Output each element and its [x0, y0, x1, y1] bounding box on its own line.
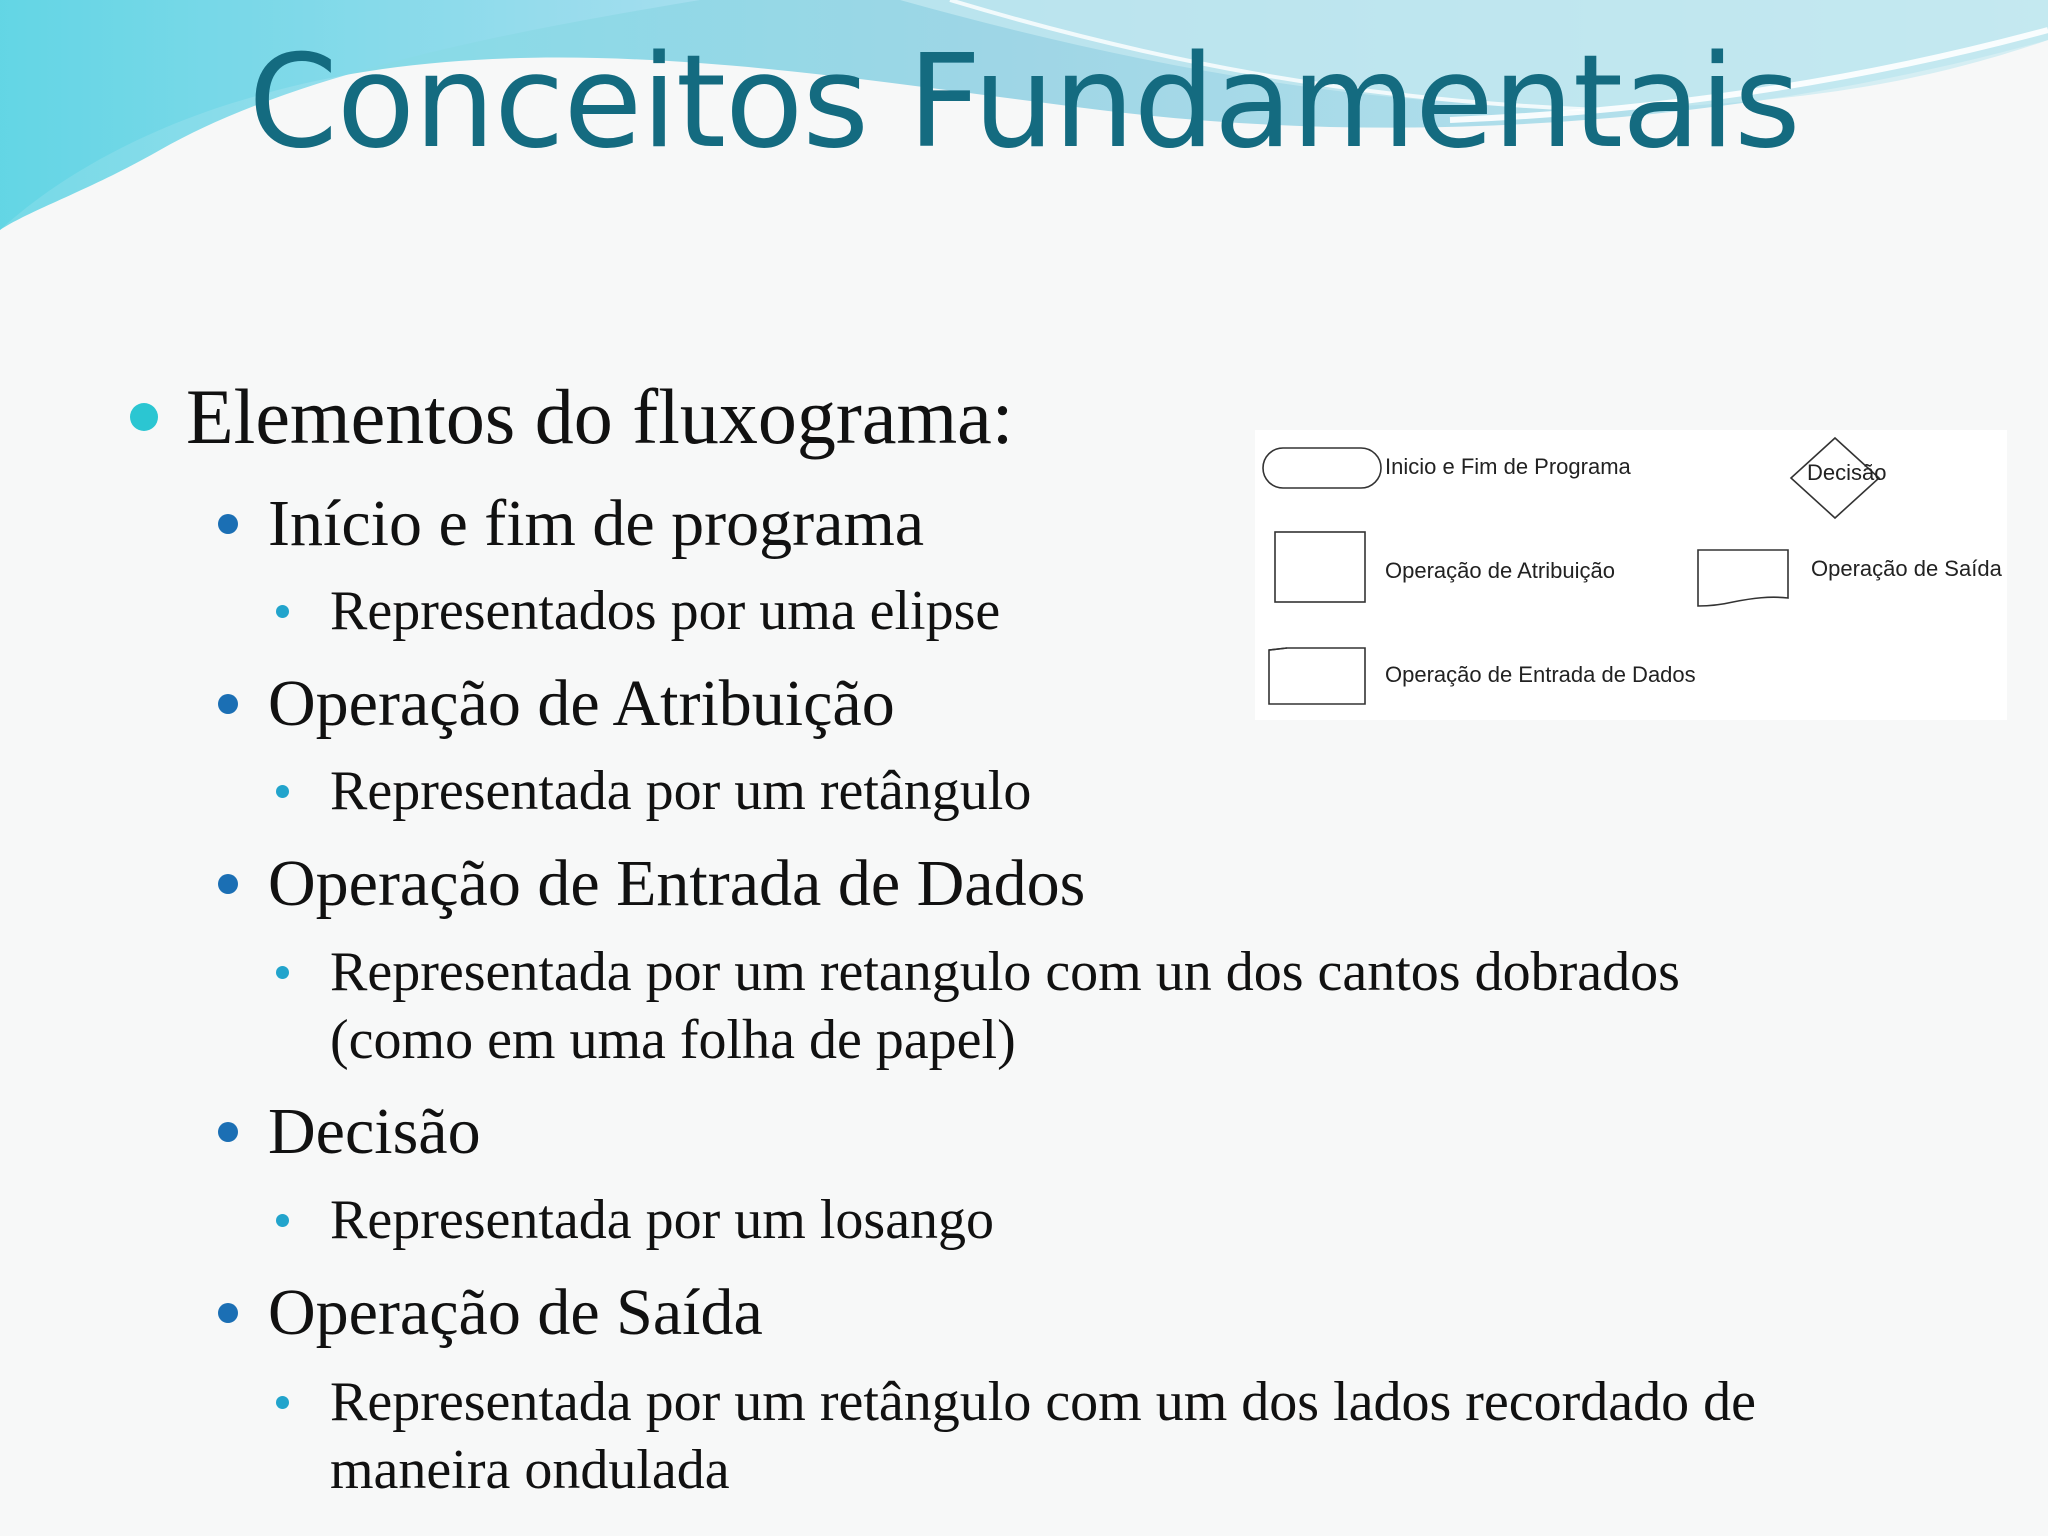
bullet-dot	[276, 966, 289, 979]
item-entrada-dados-detail-1: Representada por um retangulo com un dos cantos dobrados	[330, 941, 1680, 1003]
item-inicio-fim-detail: Representados por uma elipse	[330, 580, 1001, 642]
legend-label-decision: Decisão	[1807, 460, 1887, 485]
legend-label-input: Operação de Entrada de Dados	[1385, 662, 1696, 687]
item-decisao: Decisão	[268, 1095, 481, 1168]
bullet-dot	[218, 514, 238, 534]
bullet-dot	[276, 605, 289, 618]
bullet-dot	[218, 1303, 238, 1323]
item-saida: Operação de Saída	[268, 1276, 763, 1349]
bullet-dot	[218, 694, 238, 714]
slide-title: Conceitos Fundamentais	[248, 28, 1800, 177]
item-entrada-dados: Operação de Entrada de Dados	[268, 847, 1086, 920]
item-saida-detail-2: maneira ondulada	[330, 1439, 730, 1501]
item-saida-detail-1: Representada por um retângulo com um dos lados recordado de	[330, 1371, 1757, 1433]
item-atribuicao: Operação de Atribuição	[268, 667, 895, 740]
bullet-dot	[218, 874, 238, 894]
legend-label-start-end: Inicio e Fim de Programa	[1385, 454, 1631, 479]
bullet-dot	[276, 785, 289, 798]
bullet-dot	[130, 403, 158, 431]
heading-elementos: Elementos do fluxograma:	[186, 373, 1014, 460]
item-atribuicao-detail: Representada por um retângulo	[330, 760, 1032, 822]
legend-label-assignment: Operação de Atribuição	[1385, 558, 1615, 583]
item-decisao-detail: Representada por um losango	[330, 1189, 995, 1251]
legend-label-output: Operação de Saída	[1811, 556, 2002, 581]
terminator-shape	[1263, 448, 1381, 488]
bullet-dot	[276, 1396, 289, 1409]
document-output-shape	[1698, 550, 1788, 606]
flowchart-legend-figure	[1255, 430, 2007, 720]
process-shape	[1275, 532, 1365, 602]
bullet-dot	[276, 1214, 289, 1227]
manual-input-shape	[1269, 648, 1365, 704]
item-inicio-fim: Início e fim de programa	[268, 487, 925, 560]
item-entrada-dados-detail-2: (como em uma folha de papel)	[330, 1009, 1016, 1071]
bullet-dot	[218, 1122, 238, 1142]
